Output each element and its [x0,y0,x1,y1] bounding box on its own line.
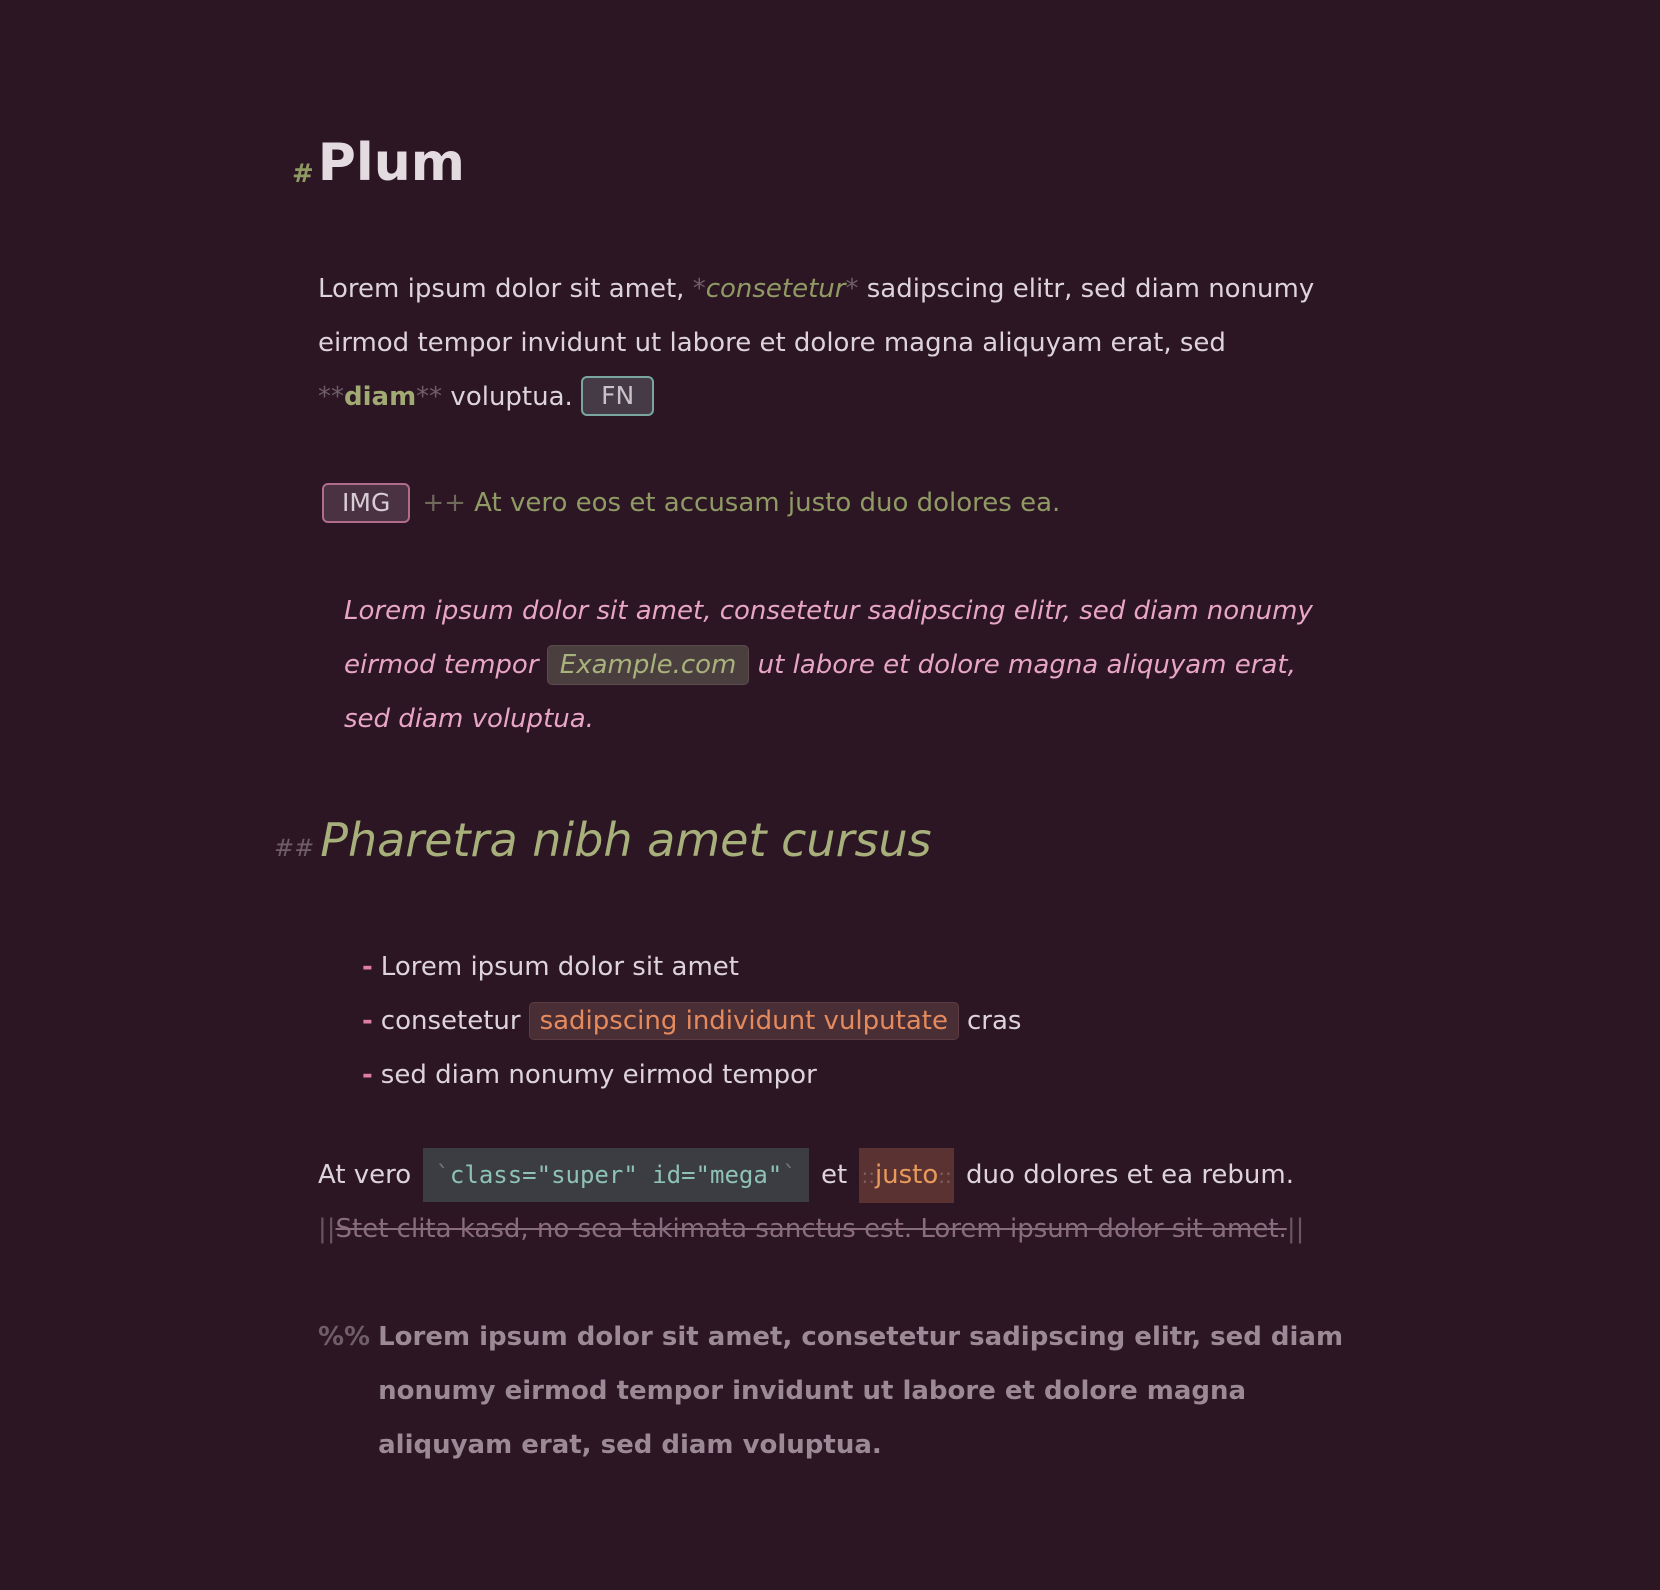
paragraph-text: sadipscing elitr, sed diam nonumy eirmod tempor invidunt ut labore et dolore magna aliquyam erat, sed [318,274,1315,358]
strike-open-marker: || [318,1214,336,1244]
mark-marker: :: [861,1164,875,1188]
paragraph-text: duo dolores et ea rebum. [957,1160,1295,1190]
image-tag[interactable]: IMG [322,483,410,523]
comment-marker: %% [318,1322,371,1352]
strikethrough-text: Stet clita kasd, no sea takimata sanctus est. Lorem ipsum dolor sit amet. [335,1214,1287,1244]
code-tick: ` [782,1161,797,1189]
mark-text: justo [874,1160,939,1190]
emphasis-text: consetetur [705,274,846,304]
strike-close-marker: || [1286,1214,1305,1244]
heading-2 [274,808,932,880]
blockquote-text: Lorem ipsum dolor sit amet, consetetur sadipscing elitr, sed diam nonumy eirmod tempor [344,596,1313,680]
list-item [362,994,1021,1048]
list-item-text: consetetur [380,1006,521,1036]
paragraph-text: At vero [318,1160,420,1190]
heading-1-marker: # [292,159,314,189]
footnote-tag[interactable]: FN [581,376,654,416]
paragraph-text: Lorem ipsum dolor sit amet, [318,274,693,304]
heading-2-marker: ## [274,834,315,862]
heading-1-text: Plum [317,133,465,193]
blockquote-text: ut labore et dolore magna aliquyam erat, sed diam voluptua. [344,650,1296,734]
comment-block [318,1310,1348,1472]
inline-code[interactable] [423,1148,808,1202]
link[interactable]: Example.com [547,645,750,685]
list-item-text: sed diam nonumy eirmod tempor [380,1060,817,1090]
strong-text: diam [344,382,417,412]
paragraph-text: et [812,1160,856,1190]
list-item-text: cras [966,1006,1022,1036]
paragraph-1 [318,262,1358,424]
list-bullet: - [362,952,373,982]
list-item [362,1048,1021,1102]
strikethrough-line [318,1202,1304,1256]
emphasis-close-marker: * [845,274,859,304]
strong-close-marker: ** [416,382,443,412]
list-bullet: - [362,1006,373,1036]
heading-2-text: Pharetra nibh amet cursus [320,813,932,867]
heading-1 [292,128,465,209]
mark-marker: :: [938,1164,952,1188]
marked-text[interactable] [859,1148,953,1203]
comment-text: Lorem ipsum dolor sit amet, consetetur sadipscing elitr, sed diam nonumy eirmod tempor invidunt ut labore et dolore magna aliquyam erat, sed diam voluptua. [378,1322,1344,1460]
strong-open-marker: ** [318,382,344,412]
insert-marker: ++ [422,488,466,518]
paragraph-text: voluptua. [442,382,573,412]
image-line [322,476,1060,530]
bullet-list [362,940,1021,1102]
code-text: class="super" id="mega" [449,1161,783,1189]
paragraph-3 [318,1148,1294,1203]
inserted-text: At vero eos et accusam justo duo dolores ea. [465,488,1061,518]
emphasis-open-marker: * [692,274,706,304]
list-item [362,940,1021,994]
list-item-text: Lorem ipsum dolor sit amet [380,952,739,982]
code-tick: ` [435,1161,450,1189]
blockquote [344,584,1344,746]
highlight-chip[interactable]: sadipscing individunt vulputate [529,1002,959,1040]
list-bullet: - [362,1060,373,1090]
